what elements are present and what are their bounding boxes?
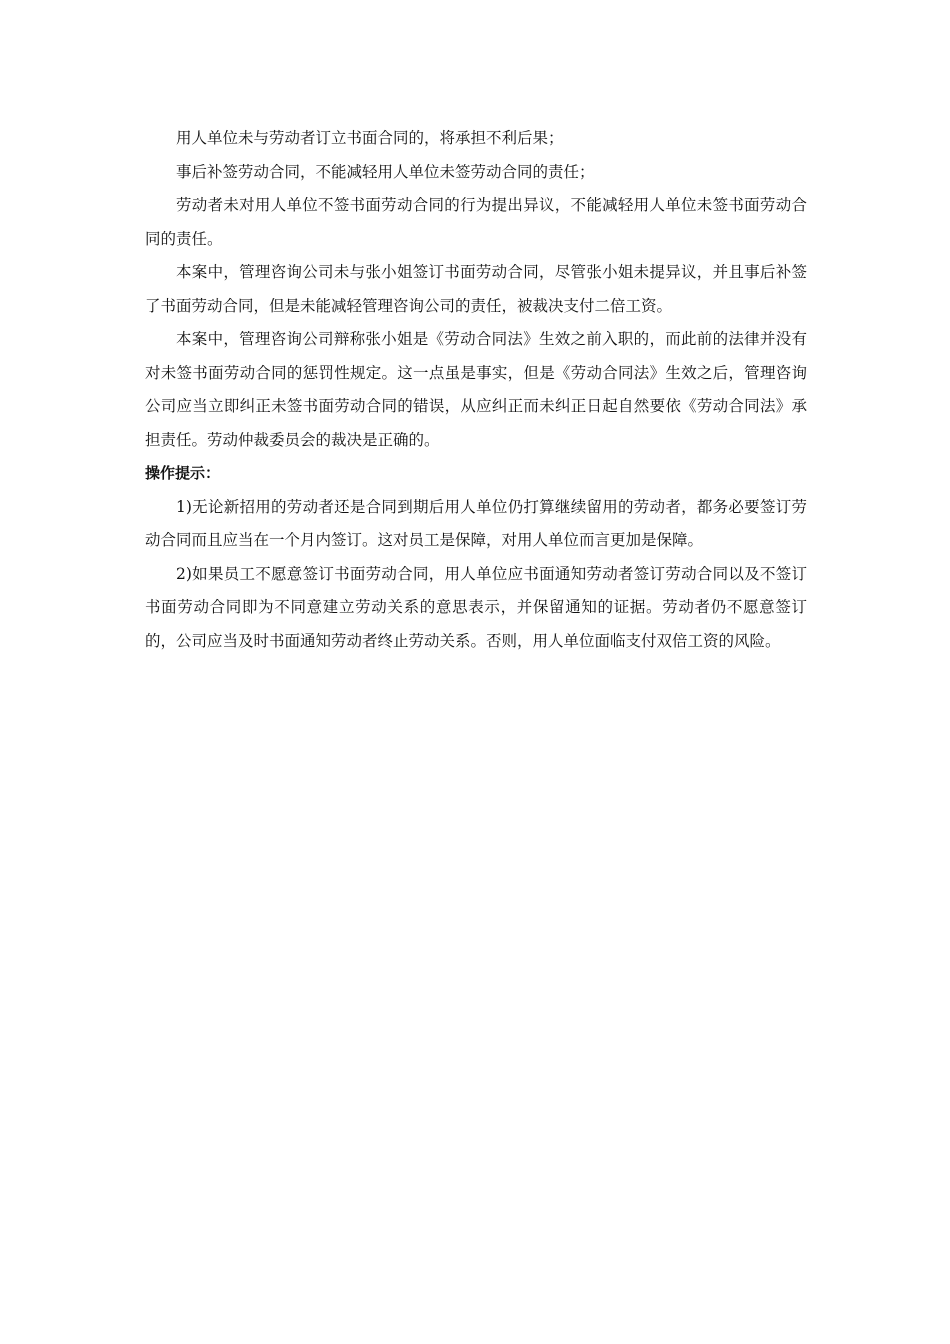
tip-item-2: 2)如果员工不愿意签订书面劳动合同，用人单位应书面通知劳动者签订劳动合同以及不签订书面劳动合同即为不同意建立劳动关系的意思表示，并保留通知的证据。劳动者仍不愿意签订的，公司应当及时书面通知劳动者终止劳动关系。否则，用人单位面临支付双倍工资的风险。 (145, 564, 807, 650)
paragraph-no-objection: 劳动者未对用人单位不签书面劳动合同的行为提出异议，不能减轻用人单位未签书面劳动合同的责任。 (145, 196, 807, 248)
paragraph-case-defense: 本案中，管理咨询公司辩称张小姐是《劳动合同法》生效之前入职的，而此前的法律并没有对未签书面劳动合同的惩罚性规定。这一点虽是事实，但是《劳动合同法》生效之后，管理咨询公司应当立即纠正未签书面劳动合同的错误，从应纠正而未纠正日起自然要依《劳动合同法》承担责任。劳动仲裁委员会的裁决是正确的。 (145, 330, 807, 449)
section-heading: 操作提示： (145, 464, 221, 482)
tip-item-1: 1)无论新招用的劳动者还是合同到期后用人单位仍打算继续留用的劳动者，都务必要签订劳动合同而且应当在一个月内签订。这对员工是保障，对用人单位而言更加是保障。 (145, 497, 807, 549)
paragraph-consequence: 用人单位未与劳动者订立书面合同的，将承担不利后果； (176, 129, 564, 147)
paragraph-late-signing: 事后补签劳动合同，不能减轻用人单位未签劳动合同的责任； (176, 162, 595, 181)
paragraph-case-analysis: 本案中，管理咨询公司未与张小姐签订书面劳动合同，尽管张小姐未提异议，并且事后补签了书面劳动合同，但是未能减轻管理咨询公司的责任，被裁决支付二倍工资。 (145, 263, 807, 315)
document-body (145, 122, 807, 658)
